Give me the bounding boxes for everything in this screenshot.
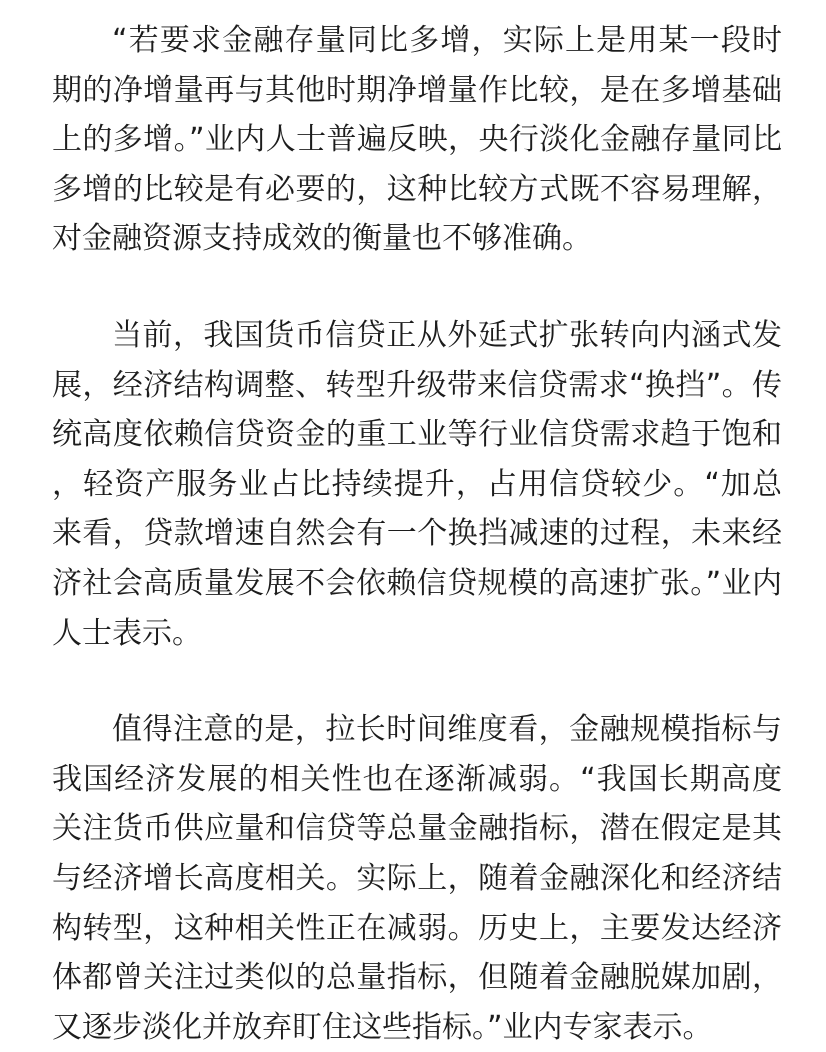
- article-body: [52, 16, 782, 1052]
- paragraph-1: “若要求金融存量同比多增，实际上是用某一段时期的净增量再与其他时期净增量作比较，是在多增基础上的多增。”业内人士普遍反映，央行淡化金融存量同比多增的比较是有必要的，这种比较方式既不容易理解，对金融资源支持成效的衡量也不够准确。: [52, 23, 782, 257]
- paragraph-3: 值得注意的是，拉长时间维度看，金融规模指标与我国经济发展的相关性也在逐渐减弱。“我国长期高度关注货币供应量和信贷等总量金融指标，潜在假定是其与经济增长高度相关。实际上，随着金融深化和经济结构转型，这种相关性正在减弱。历史上，主要发达经济体都曾关注过类似的总量指标，但随着金融脱媒加剧，又逐步淡化并放弃盯住这些指标。”业内专家表示。: [52, 712, 782, 1045]
- paragraph-2: 当前，我国货币信贷正从外延式扩张转向内涵式发展，经济结构调整、转型升级带来信贷需求“换挡”。传统高度依赖信贷资金的重工业等行业信贷需求趋于饱和，轻资产服务业占比持续提升，占用信贷较少。“加总来看，贷款增速自然会有一个换挡减速的过程，未来经济社会高质量发展不会依赖信贷规模的高速扩张。”业内人士表示。: [52, 317, 782, 651]
